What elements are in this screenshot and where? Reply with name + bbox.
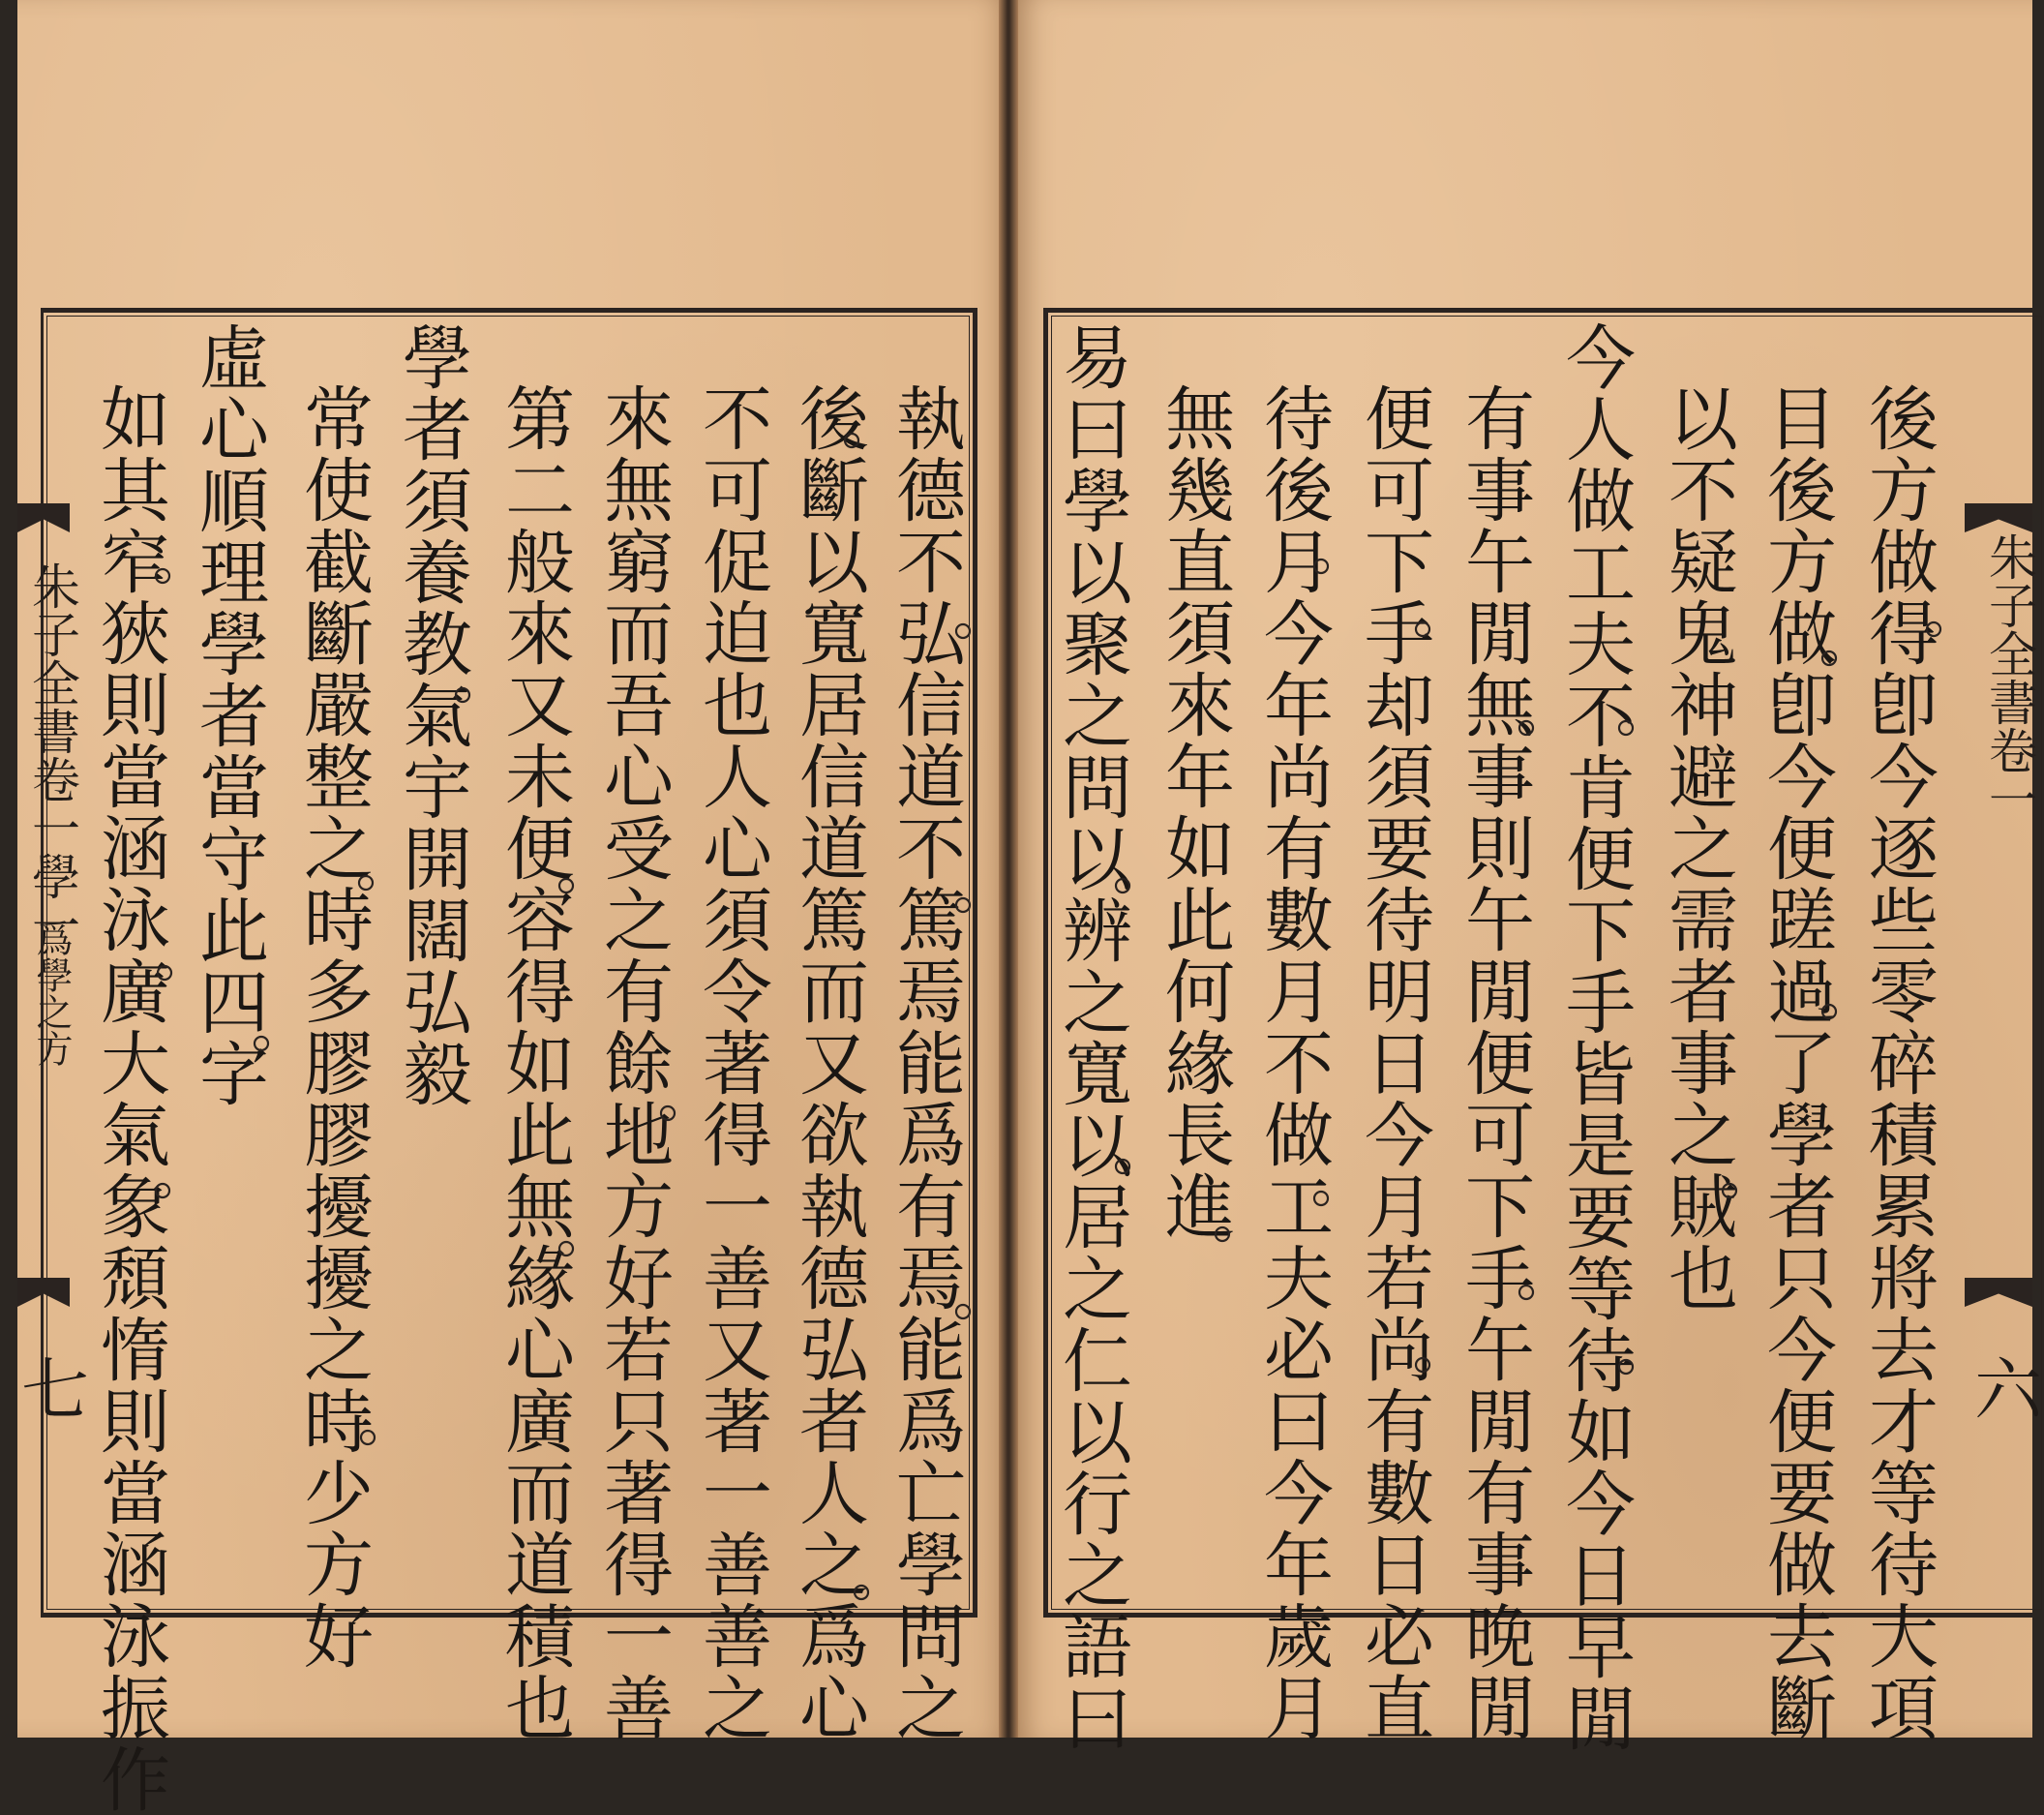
right-margin-strip [1965,503,2042,1617]
left-text-column: 虛心順理學者當守此四字 [188,321,269,1109]
left-text-column: 後斷以寬居信道篤而又欲執德弘者人之爲心 [788,382,869,1743]
left-text-column: 學者須養教氣宇開闊弘毅 [391,321,472,1109]
left-text-column: 不可促迫也人心須令著得一善又著一善善之 [691,382,772,1743]
left-text-column: 常使截斷嚴整之時多膠膠擾擾之時少方好 [292,382,374,1672]
right-text-column: 待後月今年尚有數月不做工夫必曰今年歲月 [1252,382,1334,1743]
left-text-column: 第二般來又未便容得如此無緣心廣而道積也 [494,382,575,1743]
right-text-column: 無幾直須來年如此何緣長進 [1154,382,1235,1242]
right-text-column: 後方做得卽今逐些零碎積累將去才等待大項 [1857,382,1939,1743]
right-text-column: 今人做工夫不肯便下手皆是要等待如今日早閒 [1554,321,1636,1754]
fish-tail-mark [17,1278,70,1307]
book-gutter [999,0,1018,1738]
left-folio-number: 七 [21,1350,89,1430]
right-folio-number: 六 [1974,1350,2042,1430]
right-text-column: 有事午閒無事則午閒便可下手午閒有事晚閒 [1454,382,1535,1743]
right-text-column: 易曰學以聚之問以辨之寬以居之仁以行之語曰 [1051,321,1132,1754]
fish-tail-mark [1965,503,2032,532]
fish-tail-mark [1965,1278,2032,1307]
left-margin-title: 朱子全書卷一學一 [24,561,80,949]
left-text-column: 執德不弘信道不篤焉能爲有焉能爲亡學問之 [885,382,966,1743]
left-margin-strip [17,503,89,1617]
left-text-column: 來無窮而吾心受之有餘地方好若只著得一善 [592,382,674,1743]
right-margin-title: 朱子全書卷一 [1981,532,2037,823]
left-text-column: 如其窄狹則當涵泳廣大氣象頹惰則當涵泳振作 [89,382,170,1815]
right-text-column: 以不疑鬼神避之需者事之賊也 [1657,382,1738,1314]
fish-tail-mark [17,503,70,532]
left-margin-chapter: 爲學之方 [30,920,73,1067]
right-text-column: 便可下手却須要待明日今月若尚有數日必直 [1353,382,1434,1743]
right-text-column: 目後方做卽今便蹉過了學者只今便要做去斷 [1756,382,1837,1743]
